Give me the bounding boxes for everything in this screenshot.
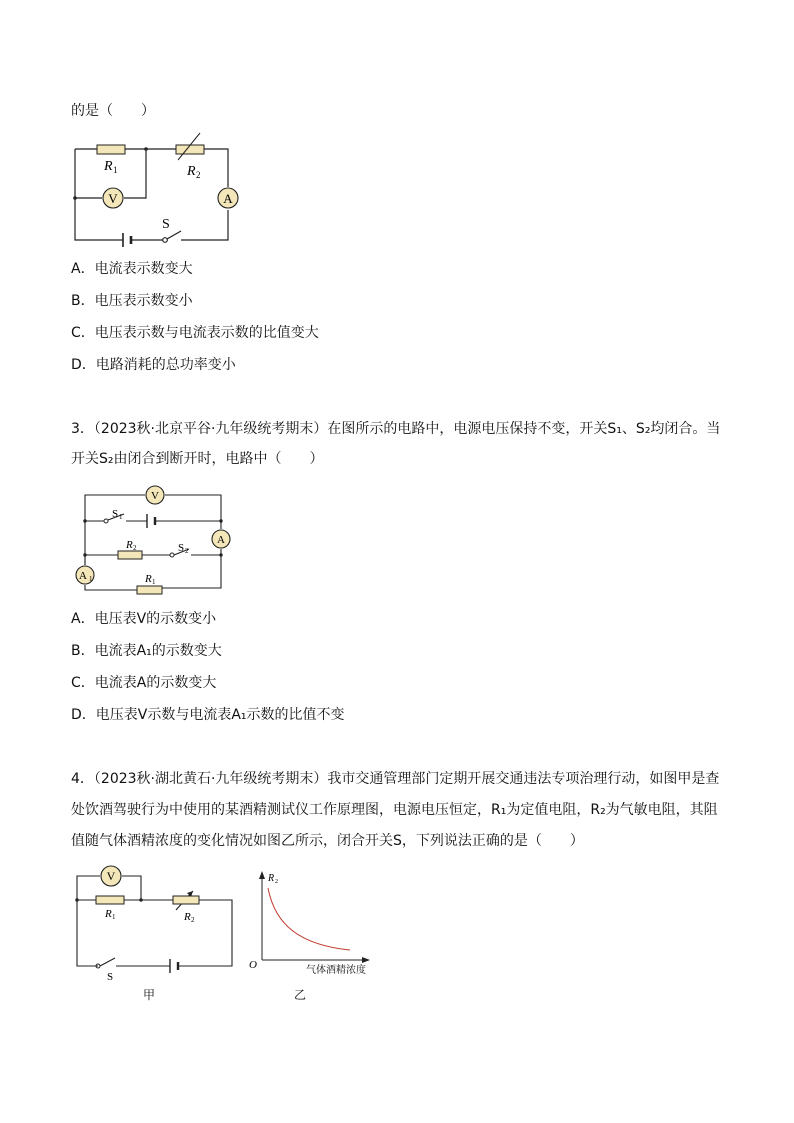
q2-option-c: C．电压表示数与电流表示数的比值变大 xyxy=(71,325,319,341)
q3-stem-line1: 3．（2023秋·北京平谷·九年级统考期末）在图所示的电路中，电源电压保持不变，开关S₁、S₂均闭合。当 xyxy=(71,421,721,437)
q2-switch-label: S xyxy=(162,217,170,232)
q2-r2-sub: 2 xyxy=(196,170,201,180)
q2-ammeter-label: A xyxy=(223,191,233,206)
q3-option-c: C．电流表A的示数变大 xyxy=(71,675,217,691)
q2-r1-sub: 1 xyxy=(113,165,118,175)
q4-voltmeter-label: V xyxy=(106,869,116,883)
q3-s1-sub: 1 xyxy=(119,513,123,521)
q4-graph-xlabel: 气体酒精浓度 xyxy=(306,965,366,976)
q3-s2-label: S xyxy=(178,542,185,554)
q3-ammeter-a1-sub: 1 xyxy=(89,575,93,583)
q3-r1-label: R xyxy=(145,573,152,585)
q2-r1-label: R xyxy=(104,159,113,174)
q3-ammeter-a-label: A xyxy=(217,534,225,546)
q3-option-a: A．电压表V的示数变小 xyxy=(71,611,217,627)
q4-circuit-caption: 甲 xyxy=(143,988,156,1002)
q3-stem-line2: 开关S₂由闭合到断开时，电路中（ ） xyxy=(71,451,324,467)
q3-r1-sub: 1 xyxy=(152,578,156,586)
q3-ammeter-a1-label: A xyxy=(79,570,87,582)
q4-r1-sub: 1 xyxy=(112,913,116,921)
q3-option-b: B．电流表A₁的示数变大 xyxy=(71,643,222,659)
q2-option-a: A．电流表示数变大 xyxy=(71,261,193,277)
q4-stem-line1: 4．（2023秋·湖北黄石·九年级统考期末）我市交通管理部门定期开展交通违法专项治理行动，如图甲是查 xyxy=(71,771,720,787)
q4-stem-line3: 值随气体酒精浓度的变化情况如图乙所示，闭合开关S，下列说法正确的是（ ） xyxy=(71,833,584,849)
q3-s2-sub: 2 xyxy=(185,547,189,555)
q4-r2-label: R xyxy=(184,911,191,923)
q4-r1-label: R xyxy=(105,908,112,920)
q4-graph-origin: O xyxy=(249,959,257,971)
q4-graph-ylabel-sub: 2 xyxy=(275,879,278,885)
q2-stem-tail: 的是（ ） xyxy=(71,103,155,119)
q2-option-b: B．电压表示数变小 xyxy=(71,293,193,309)
q2-r2-label: R xyxy=(187,164,196,179)
q3-r2-sub: 2 xyxy=(133,544,137,552)
q3-voltmeter-label: V xyxy=(151,490,159,502)
q3-option-d: D．电压表V示数与电流表A₁示数的比值不变 xyxy=(71,707,345,723)
q4-switch-label: S xyxy=(107,971,114,983)
q4-graph-curve xyxy=(268,888,350,950)
q2-voltmeter-label: V xyxy=(108,191,118,206)
q2-option-d: D．电路消耗的总功率变小 xyxy=(71,357,236,373)
q4-r2-sub: 2 xyxy=(191,916,195,924)
q3-r2-label: R xyxy=(126,539,133,551)
q3-s1-label: S xyxy=(112,508,119,520)
q4-graph-caption: 乙 xyxy=(294,988,307,1002)
q4-stem-line2: 处饮酒驾驶行为中使用的某酒精测试仪工作原理图，电源电压恒定，R₁为定值电阻，R₂为气敏电阻，其阻 xyxy=(71,802,718,818)
q4-graph-ylabel: R xyxy=(268,873,275,884)
